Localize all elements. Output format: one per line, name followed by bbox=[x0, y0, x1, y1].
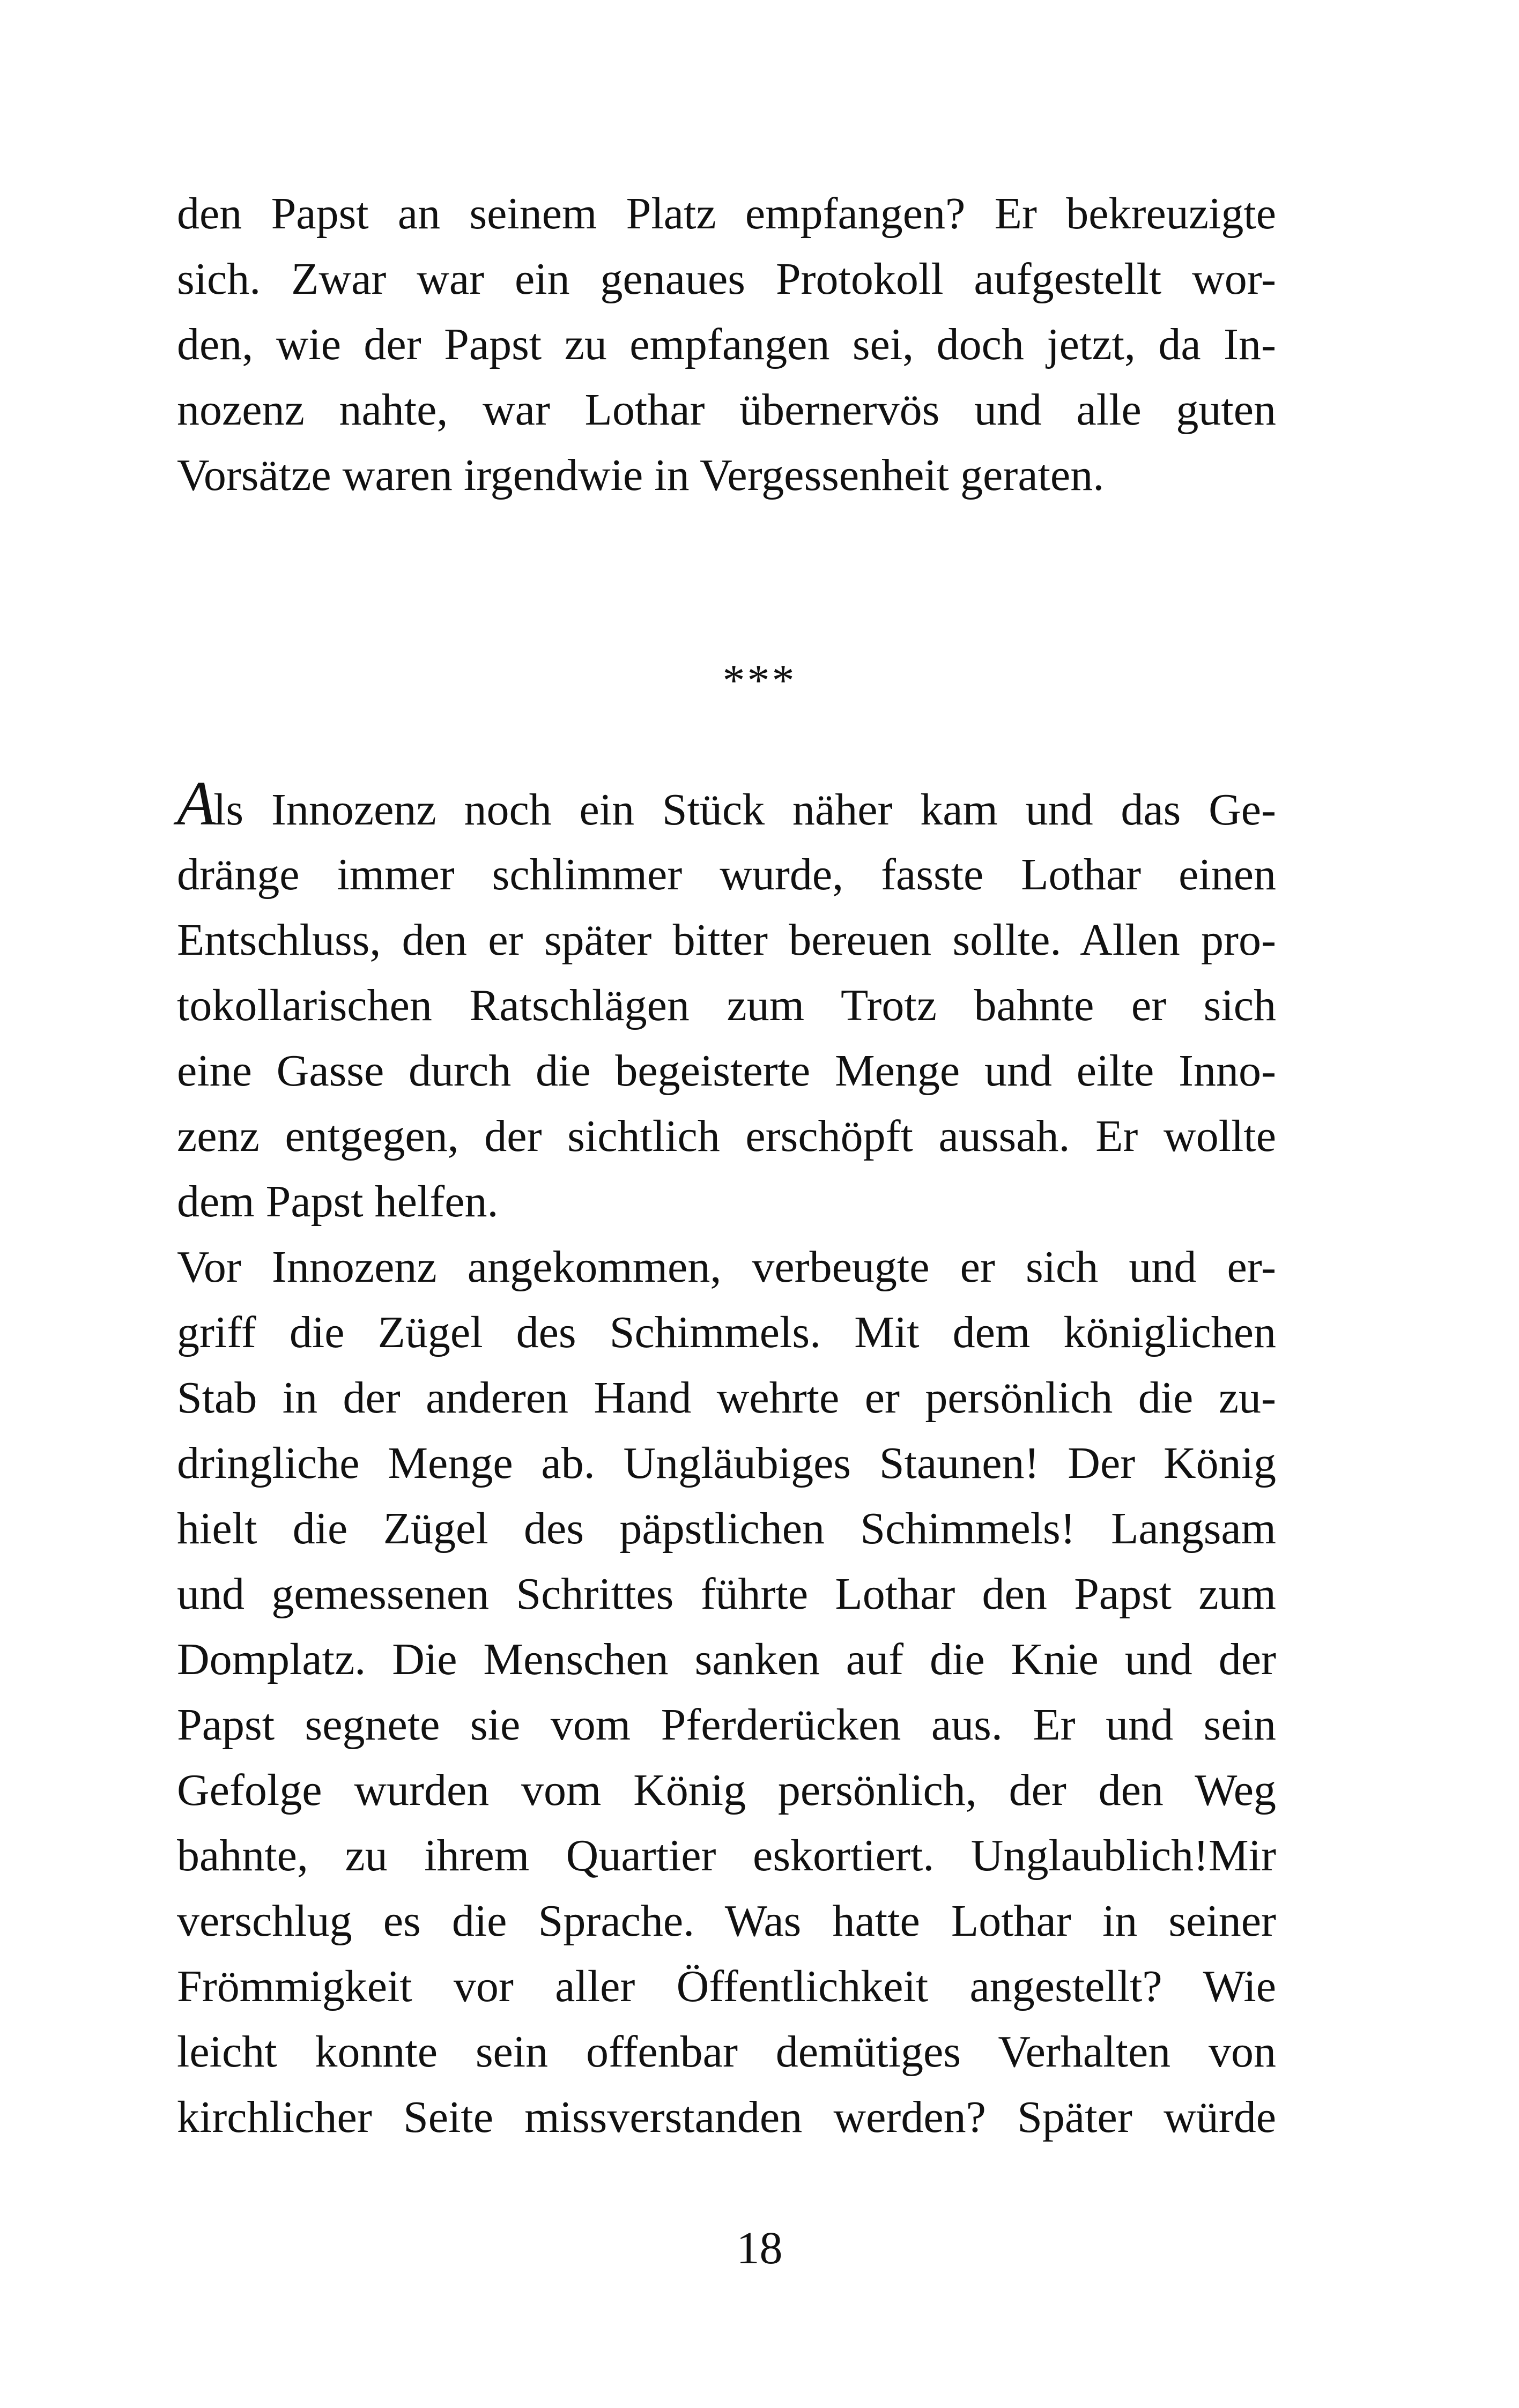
text-line: Papst segnete sie vom Pferderücken aus. Er und sein bbox=[177, 1700, 1276, 1750]
section-separator: *** bbox=[722, 656, 797, 705]
text-line: tokollarischen Ratschlägen zum Trotz bahnte er sich bbox=[177, 980, 1276, 1030]
text-line-with-initial bbox=[177, 768, 1276, 842]
text-line-remainder: ls Innozenz noch ein Stück näher kam und das Ge- bbox=[213, 785, 1276, 835]
text-line: Entschluss, den er später bitter bereuen sollte. Allen pro- bbox=[177, 915, 1276, 965]
text-line: Vorsätze waren irgendwie in Vergessenheit geraten. bbox=[177, 450, 1105, 500]
text-line: Domplatz. Die Menschen sanken auf die Knie und der bbox=[177, 1634, 1276, 1684]
text-line: den Papst an seinem Platz empfangen? Er bekreuzigte bbox=[177, 189, 1276, 239]
decorative-initial-letter: A bbox=[177, 768, 214, 838]
text-line: bahnte, zu ihrem Quartier eskortiert. Unglaublich!Mir bbox=[177, 1831, 1276, 1881]
text-line: dem Papst helfen. bbox=[177, 1177, 499, 1227]
text-line: eine Gasse durch die begeisterte Menge und eilte Inno- bbox=[177, 1046, 1276, 1096]
text-line: dringliche Menge ab. Ungläubiges Staunen! Der König bbox=[177, 1438, 1276, 1488]
text-line: Stab in der anderen Hand wehrte er persönlich die zu- bbox=[177, 1373, 1276, 1423]
page-number: 18 bbox=[736, 2222, 783, 2273]
text-line: hielt die Zügel des päpstlichen Schimmels! Langsam bbox=[177, 1504, 1276, 1554]
text-line: leicht konnte sein offenbar demütiges Verhalten von bbox=[177, 2027, 1276, 2077]
text-line: Frömmigkeit vor aller Öffentlichkeit angestellt? Wie bbox=[177, 1961, 1276, 2011]
text-line: zenz entgegen, der sichtlich erschöpft aussah. Er wollte bbox=[177, 1111, 1276, 1161]
text-line: griff die Zügel des Schimmels. Mit dem königlichen bbox=[177, 1307, 1276, 1357]
text-line: und gemessenen Schrittes führte Lothar den Papst zum bbox=[177, 1569, 1276, 1619]
text-line: dränge immer schlimmer wurde, fasste Lothar einen bbox=[177, 850, 1276, 900]
text-line: den, wie der Papst zu empfangen sei, doch jetzt, da In- bbox=[177, 319, 1276, 369]
text-line: sich. Zwar war ein genaues Protokoll aufgestellt wor- bbox=[177, 254, 1276, 304]
text-line: kirchlicher Seite missverstanden werden? Später würde bbox=[177, 2092, 1276, 2142]
paragraph-continued bbox=[177, 181, 1276, 508]
text-line: verschlug es die Sprache. Was hatte Lothar in seiner bbox=[177, 1896, 1276, 1946]
text-line: nozenz nahte, war Lothar übernervös und alle guten bbox=[177, 385, 1276, 435]
section-body bbox=[177, 768, 1276, 2150]
text-line: Gefolge wurden vom König persönlich, der den Weg bbox=[177, 1765, 1276, 1815]
text-line: Vor Innozenz angekommen, verbeugte er sich und er- bbox=[177, 1242, 1276, 1292]
